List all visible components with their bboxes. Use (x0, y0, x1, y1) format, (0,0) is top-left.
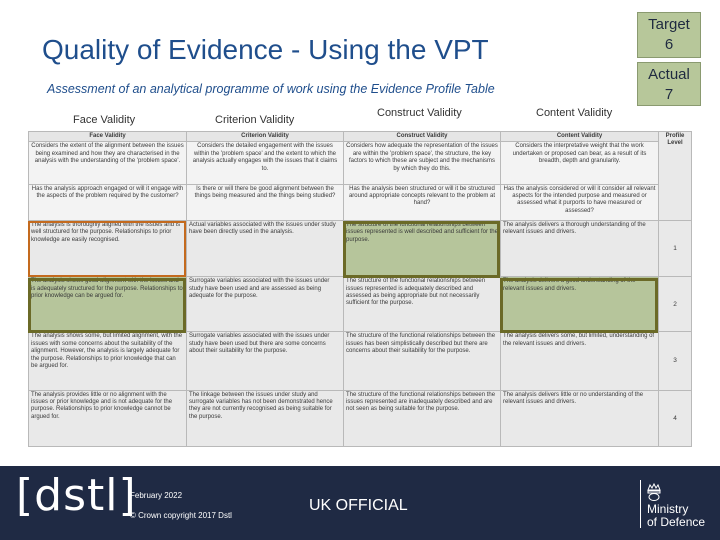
face-validity-highlight (28, 278, 186, 333)
actual-box (637, 62, 701, 106)
table-cell: Actual variables associated with the issues under study have been directly used in the analysis. (187, 220, 344, 276)
security-classification: UK OFFICIAL (309, 497, 408, 514)
table-cell: Surrogate variables associated with the issues under study have been used but there are some concerns about their suitability for the purpose. (187, 332, 344, 390)
page-subtitle: Assessment of an analytical programme of work using the Evidence Profile Table (47, 82, 495, 96)
table-cell: The linkage between the issues under study and surrogate variables has not been demonstrated hence they are not currently recognised as being suitable for the purpose. (187, 390, 344, 446)
description-cell: Considers how adequate the representation of the issues are within the 'problem space', the structure, the key factors to which these are subject and the mechanisms by which they do this. (344, 142, 501, 184)
label-face-validity: Face Validity (73, 114, 136, 126)
page-title: Quality of Evidence - Using the VPT (42, 34, 489, 65)
table-cell: The structure of the functional relationships between issues represented is adequately described and assessed as being appropriate but not necessarily sufficient for the purpose. (344, 277, 501, 332)
header-content-validity: Content Validity (501, 132, 659, 142)
table-cell: The analysis shows some, but limited alignment, with the issues with some concerns about the suitability of the alignment. However, the analysis is largely adequate for the purpose. Relationships to prior knowledge that can be argued for. (29, 332, 187, 390)
profile-level-cell: 1 (659, 220, 692, 276)
face-validity-target-highlight (28, 221, 186, 277)
mod-divider (640, 480, 641, 528)
table-cell: The structure of the functional relationships between the issues has been simplistically described but there are concerns about their suitability for the purpose. (344, 332, 501, 390)
table-description-row (29, 142, 692, 184)
actual-value: 7 (664, 86, 674, 103)
target-label: Target (648, 16, 690, 33)
header-face-validity: Face Validity (29, 132, 187, 142)
description-cell: Considers the extent of the alignment between the issues being examined and how they are characterised in the analysis with the understanding of the 'problem space'. (29, 142, 187, 184)
dstl-logo: [dstl] (16, 470, 137, 521)
table-cell: The analysis delivers little or no understanding of the relevant issues and drivers. (501, 390, 659, 446)
table-row (29, 332, 692, 390)
table-cell: The structure of the functional relationships between the issues represented are inadequately described and are not seen as being suitable for the purpose. (344, 390, 501, 446)
header-construct-validity: Construct Validity (344, 132, 501, 142)
header-criterion-validity: Criterion Validity (187, 132, 344, 142)
mod-logo-text (647, 503, 705, 529)
question-cell: Has the analysis considered or will it consider all relevant aspects for the intended purpose and measured or assessed what it purports to have measured or assessed? (501, 184, 659, 220)
table-cell: The analysis delivers a thorough understanding of the relevant issues and drivers. (501, 220, 659, 276)
table-cell: The analysis delivers some, but limited, understanding of the relevant issues and drivers. (501, 332, 659, 390)
mod-line-2: of Defence (647, 515, 706, 529)
table-row (29, 390, 692, 446)
target-box (637, 12, 701, 58)
label-criterion-validity: Criterion Validity (215, 114, 295, 126)
table-cell: Surrogate variables associated with the issues under study have been used and are assessed as being adequate for the purpose. (187, 277, 344, 332)
description-cell: Considers the detailed engagement with the issues within the 'problem space' and the extent to which the analysis actually engages with the issues that it claims to. (187, 142, 344, 184)
label-content-validity: Content Validity (536, 107, 613, 119)
profile-level-cell: 3 (659, 332, 692, 390)
question-cell: Has the analysis approach engaged or will it engage with the aspects of the problem required by the customer? (29, 184, 187, 220)
table-cell: The analysis is thoroughly aligned with the issues and is well structured for the purpose. Relationships to prior knowledge are easily recognised. (29, 220, 187, 276)
table-header-row (29, 132, 692, 142)
profile-level-cell: 4 (659, 390, 692, 446)
mod-line-1: Ministry (647, 502, 689, 516)
label-construct-validity: Construct Validity (377, 107, 462, 119)
actual-label: Actual (648, 66, 690, 83)
construct-validity-highlight (343, 221, 500, 278)
table-cell-highlighted: The analysis shows good alignment with the issues and is adequately structured for the purpose. Relationships to prior knowledge can be argued for. (29, 277, 187, 332)
table-cell-highlighted: The structure of the functional relationships between issues represented is well described and sufficient for the purpose. (344, 220, 501, 276)
question-cell: Is there or will there be good alignment between the things being measured and the things being studied? (187, 184, 344, 220)
table-cell: The analysis provides little or no alignment with the issues or prior knowledge and is not adequate for the purpose. Relationships to prior knowledge cannot be argued for. (29, 390, 187, 446)
target-value: 6 (664, 36, 674, 53)
profile-level-cell: 2 (659, 277, 692, 332)
question-cell: Has the analysis been structured or will it be structured around appropriate concepts relevant to the problem at hand? (344, 184, 501, 220)
footer-date: February 2022 (130, 491, 183, 500)
table-question-row (29, 184, 692, 220)
footer-copyright: © Crown copyright 2017 Dstl (130, 511, 232, 520)
table-cell-highlighted: The analysis delivers a good understanding of the relevant issues and drivers. (501, 277, 659, 332)
content-validity-highlight (500, 278, 658, 333)
header-profile-level: Profile Level (659, 132, 692, 221)
description-cell: Considers the interpretative weight that the work undertaken or proposed can bear, as a result of its breadth, depth and granularity. (501, 142, 659, 184)
